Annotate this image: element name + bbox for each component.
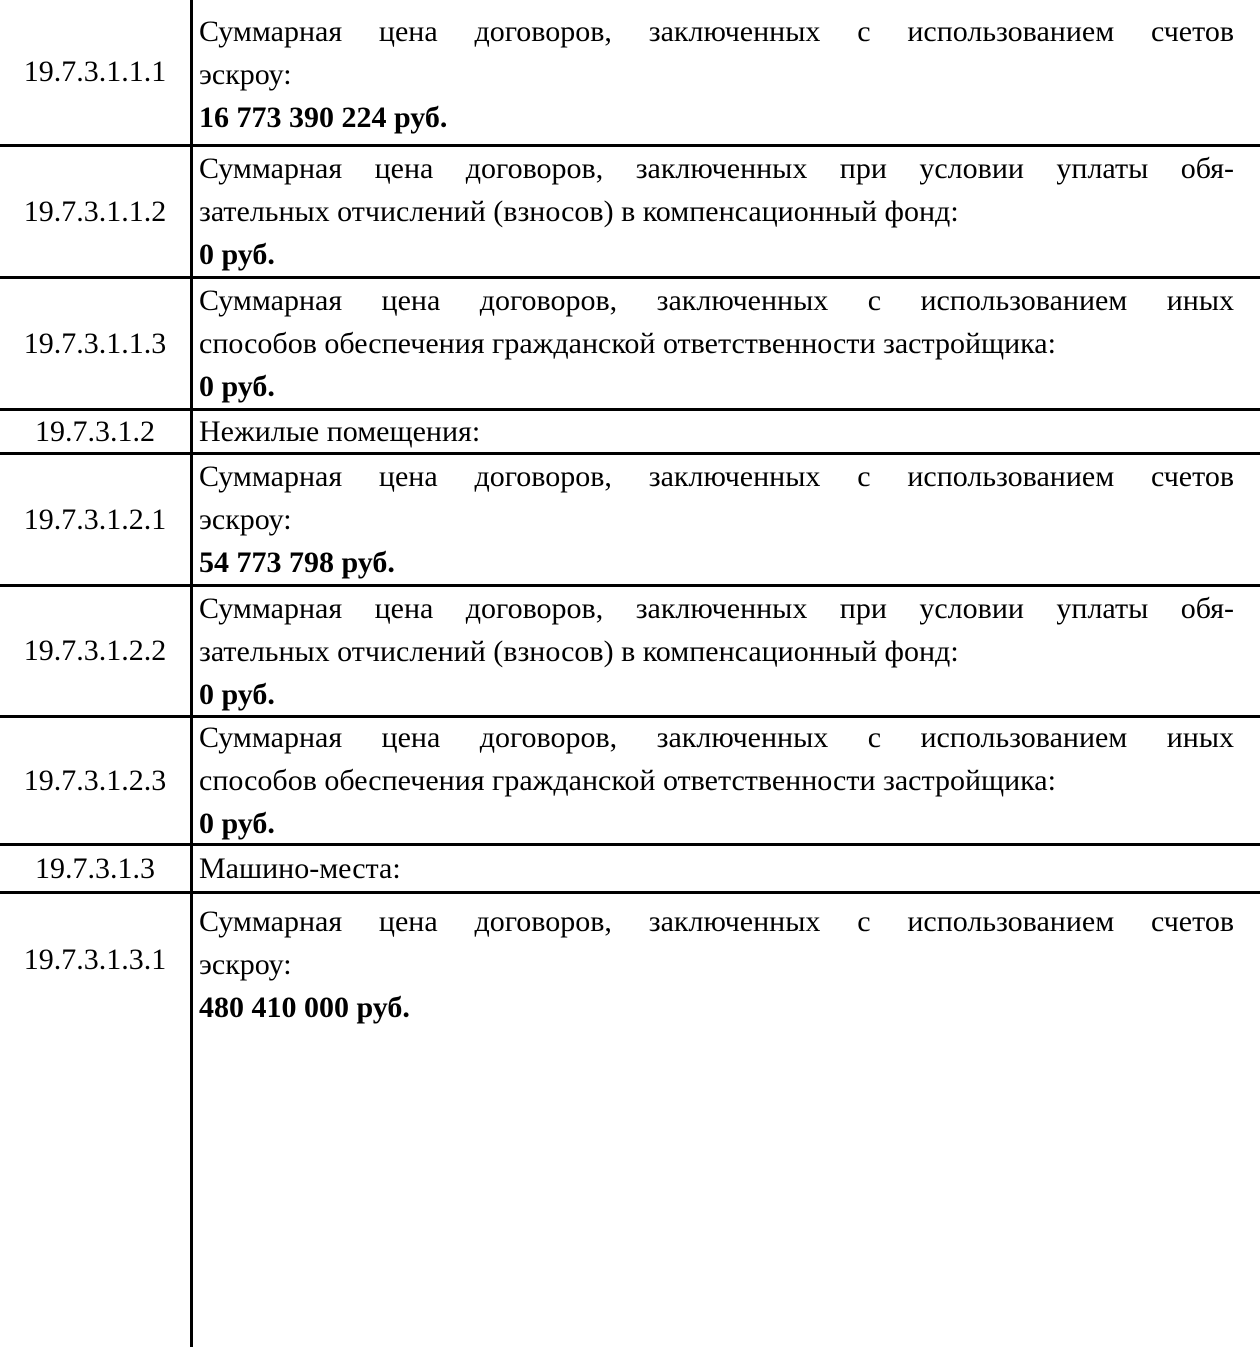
row-content-cell [193, 846, 1260, 891]
description-line: Суммарная цена договоров, заключенных при условии уплаты обя- [199, 591, 1234, 625]
description-line: Нежилые помещения: [199, 415, 481, 448]
description-line: эскроу: [199, 948, 292, 981]
description-line: Суммарная цена договоров, заключенных с использованием счетов [199, 15, 1234, 48]
table-row [0, 0, 1260, 147]
table-row [0, 411, 1260, 455]
row-value: 480 410 000 руб. [199, 991, 410, 1024]
row-number-cell [0, 279, 193, 408]
row-content-cell [193, 718, 1260, 843]
description-line: Суммарная цена договоров, заключенных с использованием иных [199, 284, 1234, 317]
row-number: 19.7.3.1.1.3 [23, 326, 167, 360]
row-content-cell [193, 455, 1260, 584]
row-number-cell [0, 0, 193, 144]
row-content-cell [193, 411, 1260, 452]
table-row [0, 587, 1260, 718]
row-number-cell [0, 894, 193, 1347]
row-number: 19.7.3.1.1.2 [23, 194, 167, 228]
description-line: эскроу: [199, 503, 292, 536]
row-value: 0 руб. [199, 677, 275, 711]
description-line: способов обеспечения гражданской ответственности застройщика: [199, 327, 1056, 360]
row-value: 54 773 798 руб. [199, 546, 395, 579]
row-value: 0 руб. [199, 238, 275, 271]
table-row [0, 846, 1260, 894]
row-content-cell [193, 147, 1260, 276]
row-number: 19.7.3.1.2.2 [23, 634, 167, 667]
row-number-cell [0, 411, 193, 452]
row-value: 16 773 390 224 руб. [199, 101, 448, 134]
row-number: 19.7.3.1.2 [35, 414, 155, 448]
table-row [0, 455, 1260, 587]
row-number: 19.7.3.1.3.1 [23, 942, 167, 976]
row-value: 0 руб. [199, 370, 275, 403]
row-value: 0 руб. [199, 807, 275, 840]
row-content-cell [193, 0, 1260, 144]
description-line: зательных отчислений (взносов) в компенсационный фонд: [199, 634, 959, 668]
description-line: Суммарная цена договоров, заключенных с использованием иных [199, 721, 1234, 754]
row-number: 19.7.3.1.1.1 [23, 55, 167, 88]
table-row [0, 147, 1260, 279]
description-line: Суммарная цена договоров, заключенных с использованием счетов [199, 905, 1234, 938]
row-number: 19.7.3.1.2.3 [23, 763, 167, 797]
row-content-cell [193, 587, 1260, 715]
row-number-cell [0, 587, 193, 715]
row-number-cell [0, 846, 193, 891]
table-row [0, 718, 1260, 846]
table-row [0, 279, 1260, 411]
description-line: способов обеспечения гражданской ответственности застройщика: [199, 764, 1056, 797]
row-number: 19.7.3.1.3 [35, 851, 155, 885]
description-line: зательных отчислений (взносов) в компенсационный фонд: [199, 195, 959, 228]
row-content-cell [193, 894, 1260, 1347]
row-number-cell [0, 147, 193, 276]
description-line: Машино-места: [199, 852, 401, 885]
table-row [0, 894, 1260, 1347]
row-number: 19.7.3.1.2.1 [23, 502, 167, 536]
description-line: эскроу: [199, 58, 292, 91]
description-line: Суммарная цена договоров, заключенных при условии уплаты обя- [199, 152, 1234, 185]
row-number-cell [0, 718, 193, 843]
row-number-cell [0, 455, 193, 584]
description-line: Суммарная цена договоров, заключенных с использованием счетов [199, 460, 1234, 493]
row-content-cell [193, 279, 1260, 408]
